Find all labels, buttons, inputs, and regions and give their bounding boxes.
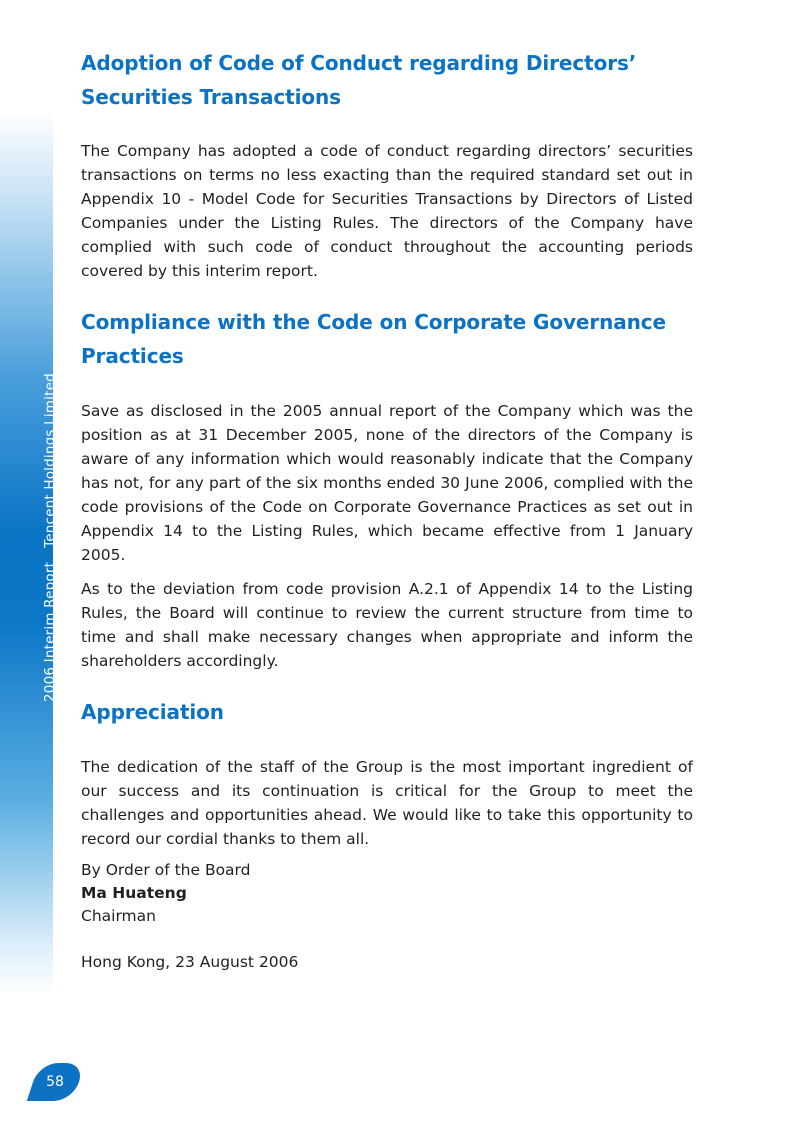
section-title-corporate-governance: Compliance with the Code on Corporate Governance Practices [81, 310, 667, 368]
main-content [81, 44, 693, 851]
paragraph-appreciation: The dedication of the staff of the Group is the most important ingredient of our success and its continuation is critical for the Group to meet the challenges and opportunities ahead. We would like to take this opportunity to record our cordial thanks to them all. [81, 758, 693, 848]
signoff-block [81, 859, 298, 974]
side-running-header [42, 373, 58, 702]
signatory-role: Chairman [81, 907, 156, 925]
section-title-code-of-conduct: Adoption of Code of Conduct regarding Directors’ Securities Transactions [81, 51, 637, 109]
page-number: 58 [46, 1074, 64, 1090]
section-title-appreciation: Appreciation [81, 700, 224, 724]
paragraph-governance-deviation: As to the deviation from code provision A.2.1 of Appendix 14 to the Listing Rules, the Board will continue to review the current structure from time to time and shall make necessary changes when appropriate and inform the shareholders accordingly. [81, 580, 693, 670]
place-and-date: Hong Kong, 23 August 2006 [81, 953, 299, 971]
company-label: Tencent Holdings Limited [42, 373, 58, 548]
signatory-name: Ma Huateng [81, 884, 187, 902]
report-label: 2006 Interim Report [42, 561, 58, 702]
signoff-order-line: By Order of the Board [81, 861, 251, 879]
paragraph-governance-disclosure: Save as disclosed in the 2005 annual report of the Company which was the position as at 31 December 2005, none of the directors of the Company is aware of any information which would reasonably indicate that the Company has not, for any part of the six months ended 30 June 2006, complied with the code provisions of the Code on Corporate Governance Practices as set out in Appendix 14 to the Listing Rules, which became effective from 1 January 2005. [81, 402, 693, 564]
paragraph-code-of-conduct: The Company has adopted a code of conduct regarding directors’ securities transactions on terms no less exacting than the required standard set out in Appendix 10 - Model Code for Securities Transactions by Directors of Listed Companies under the Listing Rules. The directors of the Company have complied with such code of conduct throughout the accounting periods covered by this interim report. [81, 142, 693, 280]
